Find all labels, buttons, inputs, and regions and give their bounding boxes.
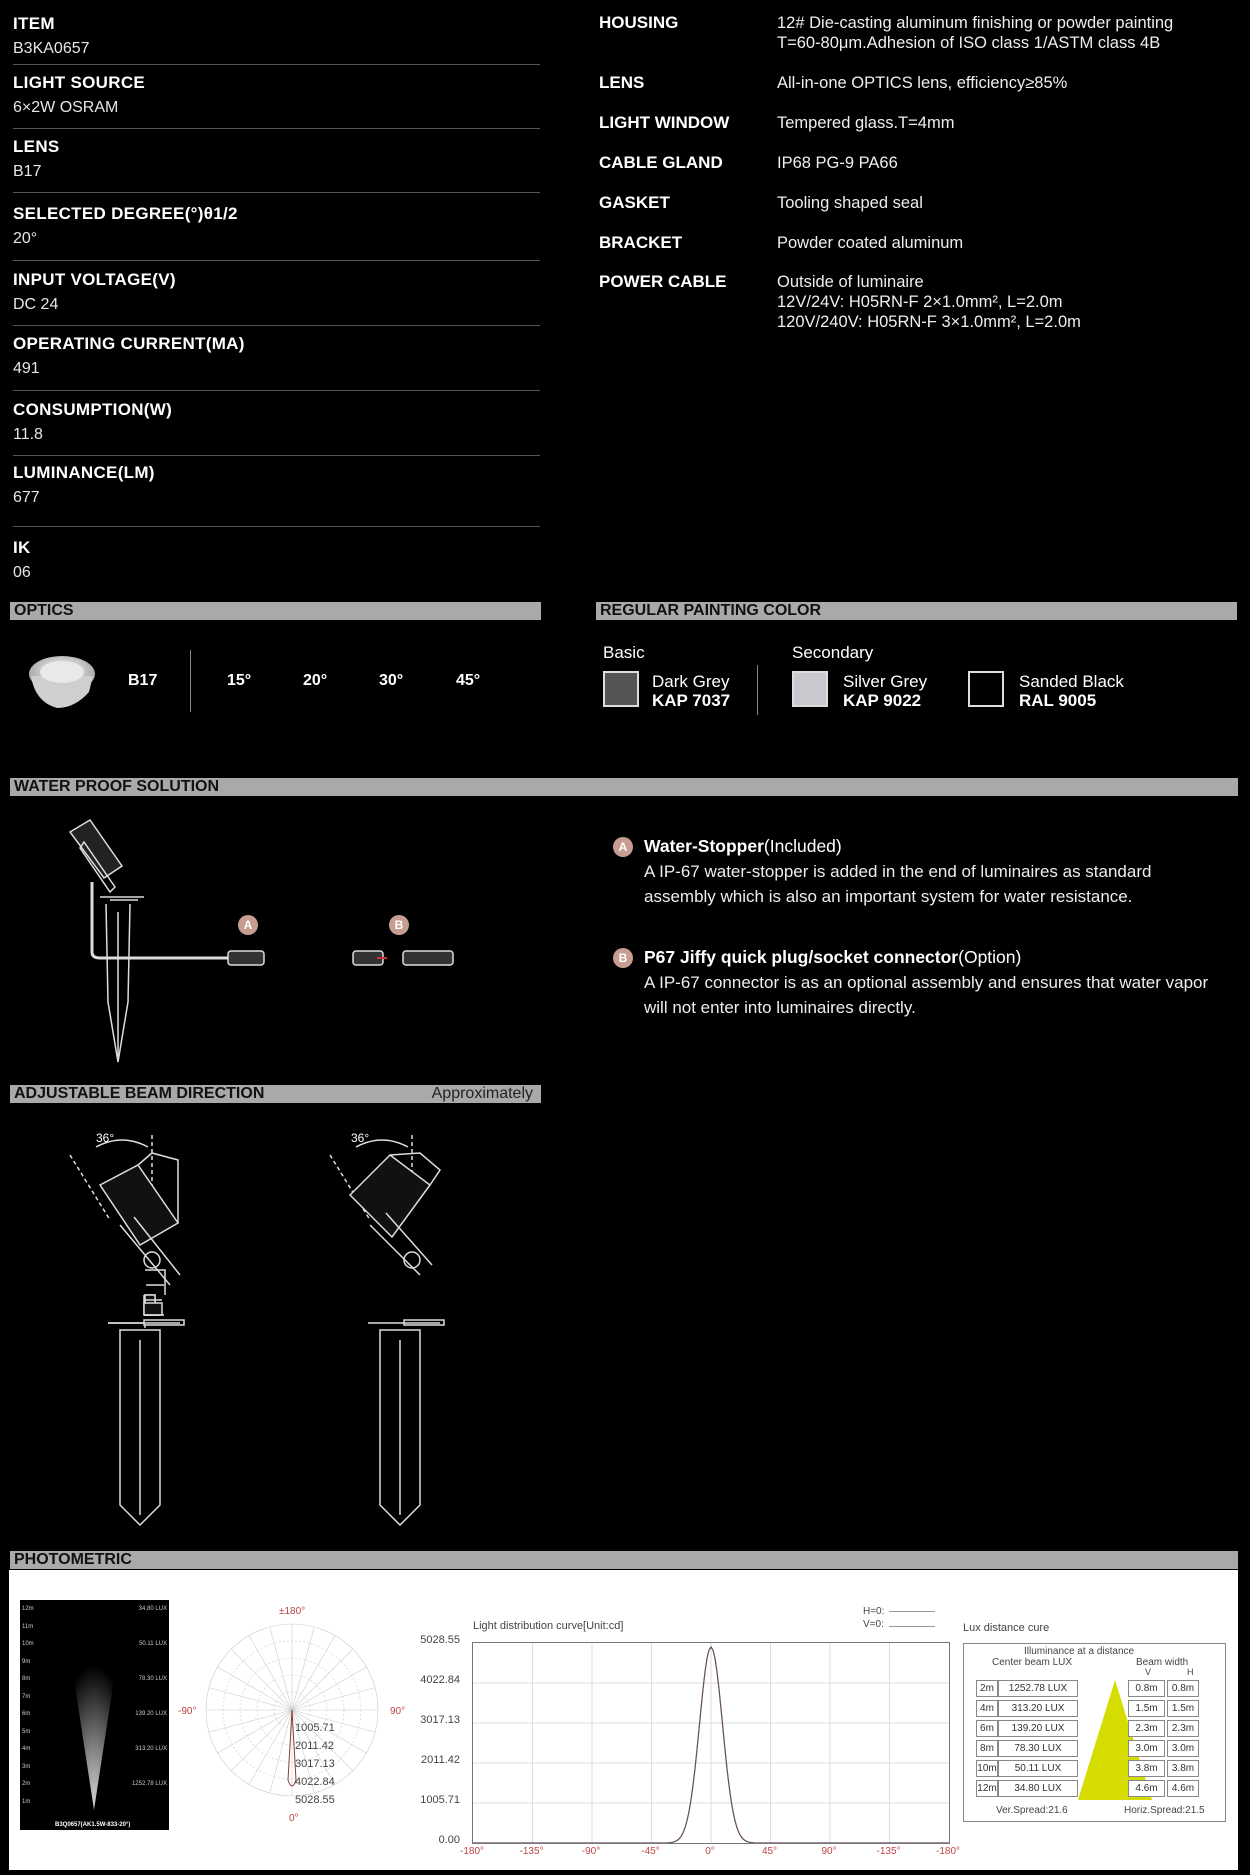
isolux-row-label: 8m bbox=[22, 1676, 31, 1682]
lux-subtitle: Illuminance at a distance bbox=[1024, 1646, 1135, 1657]
isolux-lux-label: 139.20 LUX bbox=[135, 1711, 167, 1717]
isolux-lux-label: 313.20 LUX bbox=[135, 1746, 167, 1752]
curve-title: Light distribution curve[Unit:cd] bbox=[473, 1620, 624, 1632]
lux-row-lux: 1252.78 LUX bbox=[998, 1680, 1078, 1697]
spec-luminance bbox=[13, 463, 540, 527]
title-suffix: (Option) bbox=[958, 947, 1022, 967]
polar-spoke bbox=[218, 1710, 292, 1753]
curve-x-tick: -135° bbox=[876, 1846, 901, 1857]
curve-v-label: V=0: bbox=[863, 1619, 884, 1630]
polar-ring: 2011.42 bbox=[295, 1740, 334, 1752]
spec-housing-key: HOUSING bbox=[599, 13, 679, 32]
title-bold: P67 Jiffy quick plug/socket connector bbox=[644, 947, 959, 967]
lux-row-h: 3.8m bbox=[1167, 1760, 1199, 1777]
lux-v-label: V bbox=[1145, 1667, 1152, 1677]
isolux-row-label: 9m bbox=[22, 1658, 31, 1665]
spec-value: B3KA0657 bbox=[13, 40, 90, 57]
ver-spread: Ver.Spread:21.6 bbox=[996, 1805, 1068, 1816]
isolux-lux-label: 1252.78 LUX bbox=[131, 1781, 167, 1787]
polar-ring: 4022.84 bbox=[295, 1776, 335, 1788]
spec-key: OPERATING CURRENT(MA) bbox=[13, 334, 245, 353]
lux-row-distance: 4m bbox=[976, 1700, 998, 1717]
swatch-dark-grey bbox=[603, 671, 639, 707]
badge-a: A bbox=[613, 837, 633, 857]
lux-table-box bbox=[963, 1643, 1226, 1822]
lux-row-h: 3.0m bbox=[1167, 1740, 1199, 1757]
optics-divider bbox=[190, 650, 191, 712]
basic-label: Basic bbox=[603, 643, 645, 662]
spec-value: 491 bbox=[13, 360, 40, 377]
beam-diagram-left bbox=[60, 1125, 230, 1530]
swatch-sanded-black bbox=[968, 671, 1004, 707]
lux-row-h: 0.8m bbox=[1167, 1680, 1199, 1697]
color-sanded-black bbox=[1019, 672, 1124, 710]
connector-text: A IP-67 connector is as an optional assembly and ensures that water vapor will not enter into luminaires directly. bbox=[644, 973, 1209, 1017]
spec-key: LIGHT SOURCE bbox=[13, 73, 146, 92]
lux-row-h: 4.6m bbox=[1167, 1780, 1199, 1797]
isolux-row-label: 7m bbox=[22, 1693, 31, 1700]
curve-x-tick: 45° bbox=[761, 1846, 778, 1857]
polar-chart bbox=[175, 1610, 409, 1810]
lux-row-lux: 34.80 LUX bbox=[998, 1780, 1078, 1797]
color-code: KAP 9022 bbox=[843, 691, 922, 710]
lux-row-h: 2.3m bbox=[1167, 1720, 1199, 1737]
spec-key: IK bbox=[13, 538, 31, 557]
badge-b: B bbox=[613, 948, 633, 968]
spec-lens-value: All-in-one OPTICS lens, efficiency≥85% bbox=[777, 74, 1068, 92]
spec-light-source bbox=[13, 73, 540, 129]
beam-diagram-right bbox=[320, 1125, 490, 1530]
lens-label: B17 bbox=[128, 672, 158, 689]
swatch-silver-grey bbox=[792, 671, 828, 707]
polar-top-label: ±180° bbox=[279, 1606, 306, 1617]
curve-y-ticks bbox=[404, 1634, 464, 1846]
curve-x-ticks bbox=[459, 1846, 961, 1860]
optics-angle: 30° bbox=[379, 672, 404, 689]
isolux-row-label: 4m bbox=[22, 1746, 31, 1752]
isolux-lux-label: 34.80 LUX bbox=[138, 1606, 167, 1612]
lux-row-v: 4.6m bbox=[1128, 1780, 1165, 1797]
spec-value: 6×2W OSRAM bbox=[13, 99, 119, 116]
optics-angle: 20° bbox=[303, 672, 328, 689]
polar-ring: 1005.71 bbox=[295, 1722, 335, 1734]
spec-value: B17 bbox=[13, 163, 42, 180]
angle-label-left: 36° bbox=[96, 1131, 115, 1145]
lux-row bbox=[976, 1700, 1216, 1717]
waterproof-header: WATER PROOF SOLUTION bbox=[10, 778, 1238, 796]
lux-row bbox=[976, 1760, 1216, 1777]
isolux-row-label: 1m bbox=[22, 1798, 31, 1805]
polar-right-label: 90° bbox=[390, 1706, 406, 1717]
lux-row-h: 1.5m bbox=[1167, 1700, 1199, 1717]
isolux-row-label: 10m bbox=[22, 1641, 34, 1647]
curve-y-tick: 3017.13 bbox=[420, 1714, 460, 1726]
lux-row-lux: 313.20 LUX bbox=[998, 1700, 1078, 1717]
photometric-panel bbox=[9, 1570, 1238, 1870]
color-name: Silver Grey bbox=[843, 672, 928, 691]
curve-x-tick: -45° bbox=[641, 1846, 660, 1857]
spec-gland-value: IP68 PG-9 PA66 bbox=[777, 154, 898, 172]
color-divider bbox=[757, 665, 758, 715]
badge-a-diagram: A bbox=[238, 915, 258, 935]
spec-value: 20° bbox=[13, 230, 38, 247]
spec-key: CONSUMPTION(W) bbox=[13, 400, 173, 419]
spec-value: DC 24 bbox=[13, 296, 59, 313]
curve-x-tick: 90° bbox=[821, 1846, 837, 1857]
spec-consumption bbox=[13, 400, 540, 456]
spec-ik bbox=[13, 538, 540, 588]
spec-lens bbox=[13, 137, 540, 193]
lux-row bbox=[976, 1780, 1216, 1797]
lux-row-lux: 78.30 LUX bbox=[998, 1740, 1078, 1757]
curve-x-tick: -180° bbox=[459, 1846, 485, 1857]
curve-plot bbox=[472, 1642, 950, 1844]
spec-degree bbox=[13, 204, 540, 261]
lux-row-v: 1.5m bbox=[1128, 1700, 1165, 1717]
isolux-row-label: 5m bbox=[22, 1728, 31, 1735]
spec-cable-key: POWER CABLE bbox=[599, 272, 727, 291]
spec-gasket-key: GASKET bbox=[599, 193, 670, 212]
water-stopper-text: A IP-67 water-stopper is added in the end of luminaires as standard assembly which is also an important system for water resistance. bbox=[644, 862, 1152, 906]
lux-row-lux: 50.11 LUX bbox=[998, 1760, 1078, 1777]
polar-ring: 3017.13 bbox=[295, 1758, 335, 1770]
curve-y-tick: 5028.55 bbox=[420, 1634, 460, 1646]
spec-current bbox=[13, 334, 540, 391]
spec-key: LENS bbox=[13, 137, 60, 156]
spec-bracket-key: BRACKET bbox=[599, 233, 683, 252]
curve-y-tick: 2011.42 bbox=[421, 1754, 460, 1766]
spec-key: SELECTED DEGREE(°)θ1/2 bbox=[13, 204, 238, 223]
polar-spoke bbox=[292, 1627, 314, 1710]
isolux-row-label: 11m bbox=[22, 1623, 34, 1630]
curve-y-tick: 0.00 bbox=[438, 1834, 460, 1846]
lux-row bbox=[976, 1680, 1216, 1697]
spec-housing-value: 12# Die-casting aluminum finishing or powder painting T=60-80μm.Adhesion of ISO class 1/ASTM class 4B bbox=[777, 14, 1174, 52]
spec-cable-value: Outside of luminaire 12V/24V: H05RN-F 2×1.0mm², L=2.0m 120V/240V: H05RN-F 3×1.0mm², L=2.0m bbox=[777, 273, 1081, 331]
spec-window-key: LIGHT WINDOW bbox=[599, 113, 730, 132]
polar-spoke bbox=[218, 1667, 292, 1710]
lux-row bbox=[976, 1740, 1216, 1757]
lux-row-distance: 10m bbox=[976, 1760, 998, 1777]
beam-note: Approximately bbox=[431, 1085, 533, 1102]
secondary-label: Secondary bbox=[792, 643, 874, 662]
badge-b-diagram: B bbox=[389, 915, 409, 935]
polar-spoke bbox=[231, 1649, 292, 1710]
spec-key: LUMINANCE(LM) bbox=[13, 463, 155, 482]
color-silver-grey bbox=[843, 672, 927, 710]
lux-h-label: H bbox=[1187, 1667, 1194, 1677]
lux-center-label: Center beam LUX bbox=[992, 1657, 1073, 1668]
spec-value: 677 bbox=[13, 489, 40, 506]
color-dark-grey bbox=[652, 672, 730, 710]
polar-spoke bbox=[270, 1627, 292, 1710]
curve-legend-lines bbox=[889, 1611, 935, 1627]
curve-h-label: H=0: bbox=[863, 1606, 885, 1617]
isolux-chart bbox=[20, 1600, 169, 1830]
spec-value: 11.8 bbox=[13, 426, 43, 443]
spec-window-value: Tempered glass.T=4mm bbox=[777, 114, 955, 132]
spec-voltage bbox=[13, 270, 540, 326]
polar-bottom-label: 0° bbox=[289, 1813, 299, 1824]
isolux-lux-label: 78.30 LUX bbox=[138, 1676, 167, 1682]
angle-label-right: 36° bbox=[351, 1131, 370, 1145]
color-name: Sanded Black bbox=[1019, 672, 1124, 691]
polar-spoke bbox=[292, 1649, 353, 1710]
connector-title bbox=[644, 947, 1021, 968]
lux-row-distance: 12m bbox=[976, 1780, 998, 1797]
lux-row bbox=[976, 1720, 1216, 1737]
curve-y-tick: 4022.84 bbox=[420, 1674, 460, 1686]
spec-key: INPUT VOLTAGE(V) bbox=[13, 270, 176, 289]
title-suffix: (Included) bbox=[763, 836, 842, 856]
water-stopper-title bbox=[644, 836, 842, 857]
optics-angle: 15° bbox=[227, 672, 252, 689]
curve-x-tick: -180° bbox=[935, 1846, 961, 1857]
isolux-row-label: 12m bbox=[22, 1606, 34, 1612]
polar-spoke bbox=[292, 1688, 375, 1710]
lens-image bbox=[27, 652, 97, 712]
lux-row-distance: 8m bbox=[976, 1740, 998, 1757]
polar-ring: 5028.55 bbox=[295, 1794, 335, 1806]
spec-gland-key: CABLE GLAND bbox=[599, 153, 723, 172]
waterproof-diagram bbox=[60, 812, 480, 1072]
lux-row-v: 3.8m bbox=[1128, 1760, 1165, 1777]
spec-item bbox=[13, 14, 540, 65]
curve-x-tick: -135° bbox=[519, 1846, 544, 1857]
isolux-lux-label: 50.11 LUX bbox=[139, 1641, 167, 1647]
lux-row-v: 2.3m bbox=[1128, 1720, 1165, 1737]
lux-row-v: 3.0m bbox=[1128, 1740, 1165, 1757]
curve-y-tick: 1005.71 bbox=[420, 1794, 460, 1806]
color-name: Dark Grey bbox=[652, 672, 730, 691]
spec-key: ITEM bbox=[13, 14, 55, 33]
beam-header bbox=[10, 1085, 541, 1103]
curve-x-tick: 0° bbox=[705, 1846, 715, 1857]
photometric-header: PHOTOMETRIC bbox=[10, 1551, 1238, 1569]
polar-spoke bbox=[209, 1688, 292, 1710]
optics-angle: 45° bbox=[456, 672, 481, 689]
lux-table-title: Lux distance cure bbox=[963, 1622, 1050, 1634]
color-code: KAP 7037 bbox=[652, 691, 731, 710]
spec-lens-key: LENS bbox=[599, 73, 645, 92]
lux-row-v: 0.8m bbox=[1128, 1680, 1165, 1697]
curve-x-tick: -90° bbox=[581, 1846, 601, 1857]
lux-width-label: Beam width bbox=[1136, 1657, 1189, 1668]
spec-value: 06 bbox=[13, 564, 31, 581]
isolux-row-label: 3m bbox=[22, 1763, 31, 1770]
title-bold: Water-Stopper bbox=[644, 836, 764, 856]
isolux-row-label: 6m bbox=[22, 1711, 31, 1717]
painting-header: REGULAR PAINTING COLOR bbox=[596, 602, 1237, 620]
hor-spread: Horiz.Spread:21.5 bbox=[1124, 1805, 1205, 1816]
polar-spoke bbox=[209, 1710, 292, 1732]
beam-title: ADJUSTABLE BEAM DIRECTION bbox=[14, 1085, 265, 1102]
polar-left-label: -90° bbox=[178, 1706, 197, 1717]
color-code: RAL 9005 bbox=[1019, 691, 1097, 710]
spec-bracket-value: Powder coated aluminum bbox=[777, 234, 964, 252]
spec-gasket-value: Tooling shaped seal bbox=[777, 194, 923, 212]
isolux-row-label: 2m bbox=[22, 1781, 31, 1787]
lux-row-distance: 6m bbox=[976, 1720, 998, 1737]
lux-row-distance: 2m bbox=[976, 1680, 998, 1697]
isolux-caption: B3Q0657(AK1.5W-833-20°) bbox=[55, 1822, 131, 1828]
optics-header: OPTICS bbox=[10, 602, 541, 620]
lux-row-lux: 139.20 LUX bbox=[998, 1720, 1078, 1737]
polar-spoke bbox=[231, 1710, 292, 1771]
